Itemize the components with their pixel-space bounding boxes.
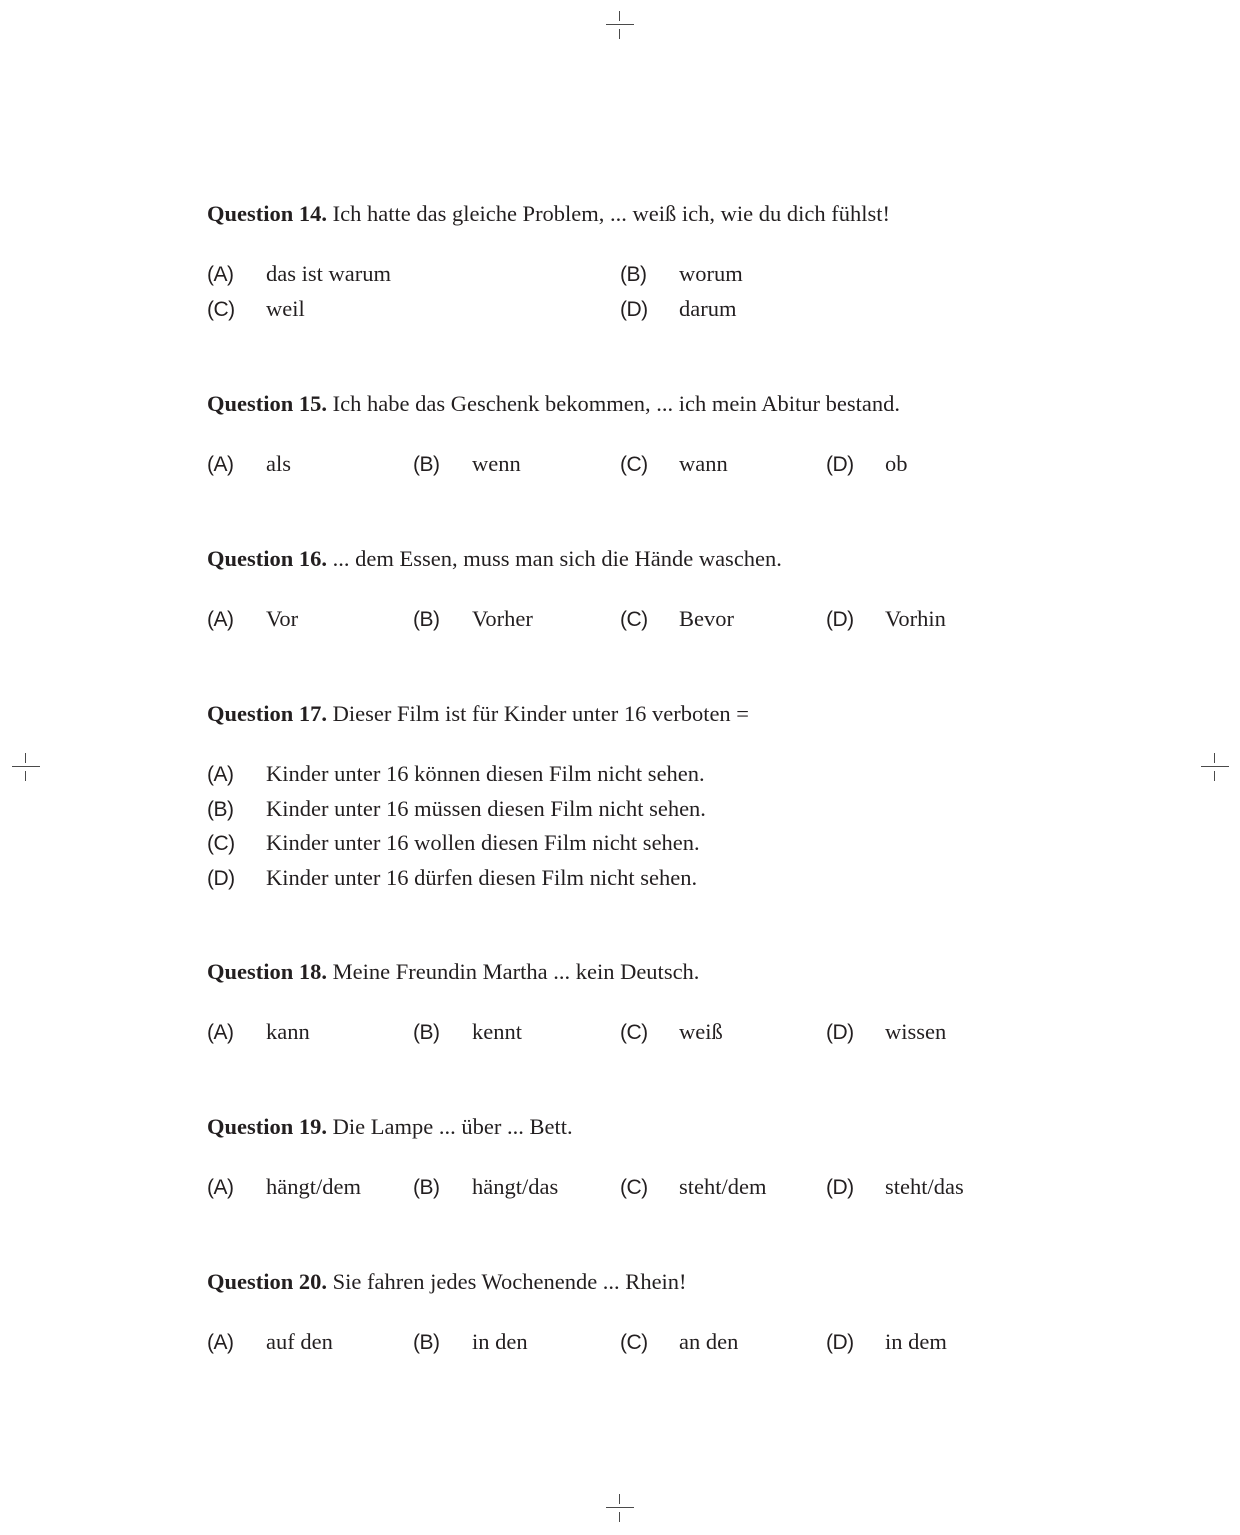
option-text: Kinder unter 16 können diesen Film nicht sehen. — [266, 761, 705, 786]
options-list — [207, 1018, 1067, 1053]
question-stem — [207, 200, 1067, 228]
question-text: Sie fahren jedes Wochenende ... Rhein! — [332, 1269, 687, 1294]
question-20 — [207, 1268, 1067, 1363]
option-text: in den — [472, 1329, 528, 1354]
option-label: (A) — [207, 263, 234, 286]
question-number: Question 15. — [207, 391, 328, 416]
question-17 — [207, 700, 1067, 898]
option-label: (D) — [826, 453, 854, 476]
option-label: (D) — [826, 1021, 854, 1044]
option-label: (D) — [620, 297, 648, 321]
option-label: (C) — [620, 1021, 648, 1044]
registration-mark-right — [1201, 753, 1229, 781]
question-18 — [207, 958, 1067, 1053]
option-label: (C) — [620, 608, 648, 631]
options-list — [207, 260, 1067, 329]
option-text: Vorher — [472, 606, 533, 631]
options-row — [207, 260, 1067, 295]
option-label: (C) — [620, 1331, 648, 1354]
question-number: Question 20. — [207, 1269, 328, 1294]
option-text: Kinder unter 16 wollen diesen Film nicht sehen. — [266, 830, 700, 855]
registration-mark-top — [606, 11, 634, 39]
option-text: worum — [679, 261, 743, 286]
option-label: (C) — [207, 832, 235, 855]
option-label: (C) — [620, 1176, 648, 1199]
option-text: in dem — [885, 1329, 947, 1354]
option-text: Kinder unter 16 dürfen diesen Film nicht sehen. — [266, 864, 698, 890]
option-label: (B) — [620, 263, 647, 286]
option-label: (A) — [207, 1021, 234, 1044]
options-row — [207, 605, 1067, 640]
options-row — [207, 795, 1067, 830]
options-list — [207, 1173, 1067, 1208]
option-text: wann — [679, 451, 728, 476]
option-text: Kinder unter 16 müssen diesen Film nicht sehen. — [266, 795, 706, 821]
question-14 — [207, 200, 1067, 329]
question-text: Dieser Film ist für Kinder unter 16 verboten = — [332, 701, 749, 726]
question-19 — [207, 1113, 1067, 1208]
question-number: Question 14. — [207, 201, 328, 226]
options-list — [207, 450, 1067, 485]
options-row — [207, 1173, 1067, 1208]
option-label: (A) — [207, 1176, 234, 1199]
question-number: Question 16. — [207, 546, 328, 571]
option-label: (B) — [413, 1021, 440, 1044]
options-row — [207, 1018, 1067, 1053]
option-text: wenn — [472, 451, 521, 476]
question-number: Question 17. — [207, 701, 328, 726]
option-text: als — [266, 451, 291, 476]
options-list — [207, 760, 1067, 898]
registration-mark-left — [12, 753, 40, 781]
option-label: (A) — [207, 608, 234, 631]
option-text: hängt/das — [472, 1174, 559, 1199]
options-list — [207, 605, 1067, 640]
option-text: das ist warum — [266, 261, 391, 286]
option-label: (B) — [413, 608, 440, 631]
option-label: (A) — [207, 453, 234, 476]
option-text: hängt/dem — [266, 1174, 361, 1199]
option-label: (D) — [826, 1176, 854, 1199]
option-text: Bevor — [679, 606, 734, 631]
question-text: ... dem Essen, muss man sich die Hände waschen. — [332, 546, 782, 571]
option-label: (B) — [413, 453, 440, 476]
option-text: auf den — [266, 1329, 333, 1354]
options-row — [207, 864, 1067, 899]
question-number: Question 18. — [207, 959, 328, 984]
question-text: Ich habe das Geschenk bekommen, ... ich mein Abitur bestand. — [332, 391, 900, 416]
question-15 — [207, 390, 1067, 485]
option-text: kennt — [472, 1019, 522, 1044]
question-stem — [207, 1113, 1067, 1141]
option-label: (D) — [207, 866, 235, 890]
options-row — [207, 1328, 1067, 1363]
option-text: Vorhin — [885, 606, 946, 631]
option-label: (B) — [413, 1331, 440, 1354]
registration-mark-bottom — [606, 1494, 634, 1522]
option-text: ob — [885, 451, 908, 476]
options-row — [207, 829, 1067, 864]
options-list — [207, 1328, 1067, 1363]
option-label: (A) — [207, 1331, 234, 1354]
option-label: (D) — [826, 608, 854, 631]
question-stem — [207, 700, 1067, 728]
question-number: Question 19. — [207, 1114, 328, 1139]
question-text: Die Lampe ... über ... Bett. — [332, 1114, 573, 1139]
option-text: kann — [266, 1019, 310, 1044]
option-text: weil — [266, 295, 305, 321]
option-label: (B) — [413, 1176, 440, 1199]
question-stem — [207, 1268, 1067, 1296]
question-text: Meine Freundin Martha ... kein Deutsch. — [332, 959, 700, 984]
option-text: wissen — [885, 1019, 947, 1044]
option-label: (C) — [620, 453, 648, 476]
option-label: (C) — [207, 297, 235, 321]
question-16 — [207, 545, 1067, 640]
option-label: (A) — [207, 763, 234, 786]
option-text: darum — [679, 295, 737, 321]
options-row — [207, 295, 1067, 330]
option-text: Vor — [266, 606, 299, 631]
options-row — [207, 450, 1067, 485]
question-stem — [207, 958, 1067, 986]
question-text: Ich hatte das gleiche Problem, ... weiß ich, wie du dich fühlst! — [332, 201, 890, 226]
option-text: steht/das — [885, 1174, 964, 1199]
option-text: weiß — [679, 1019, 723, 1044]
options-row — [207, 760, 1067, 795]
option-label: (B) — [207, 797, 234, 821]
question-stem — [207, 545, 1067, 573]
question-stem — [207, 390, 1067, 418]
option-text: an den — [679, 1329, 739, 1354]
option-label: (D) — [826, 1331, 854, 1354]
option-text: steht/dem — [679, 1174, 767, 1199]
